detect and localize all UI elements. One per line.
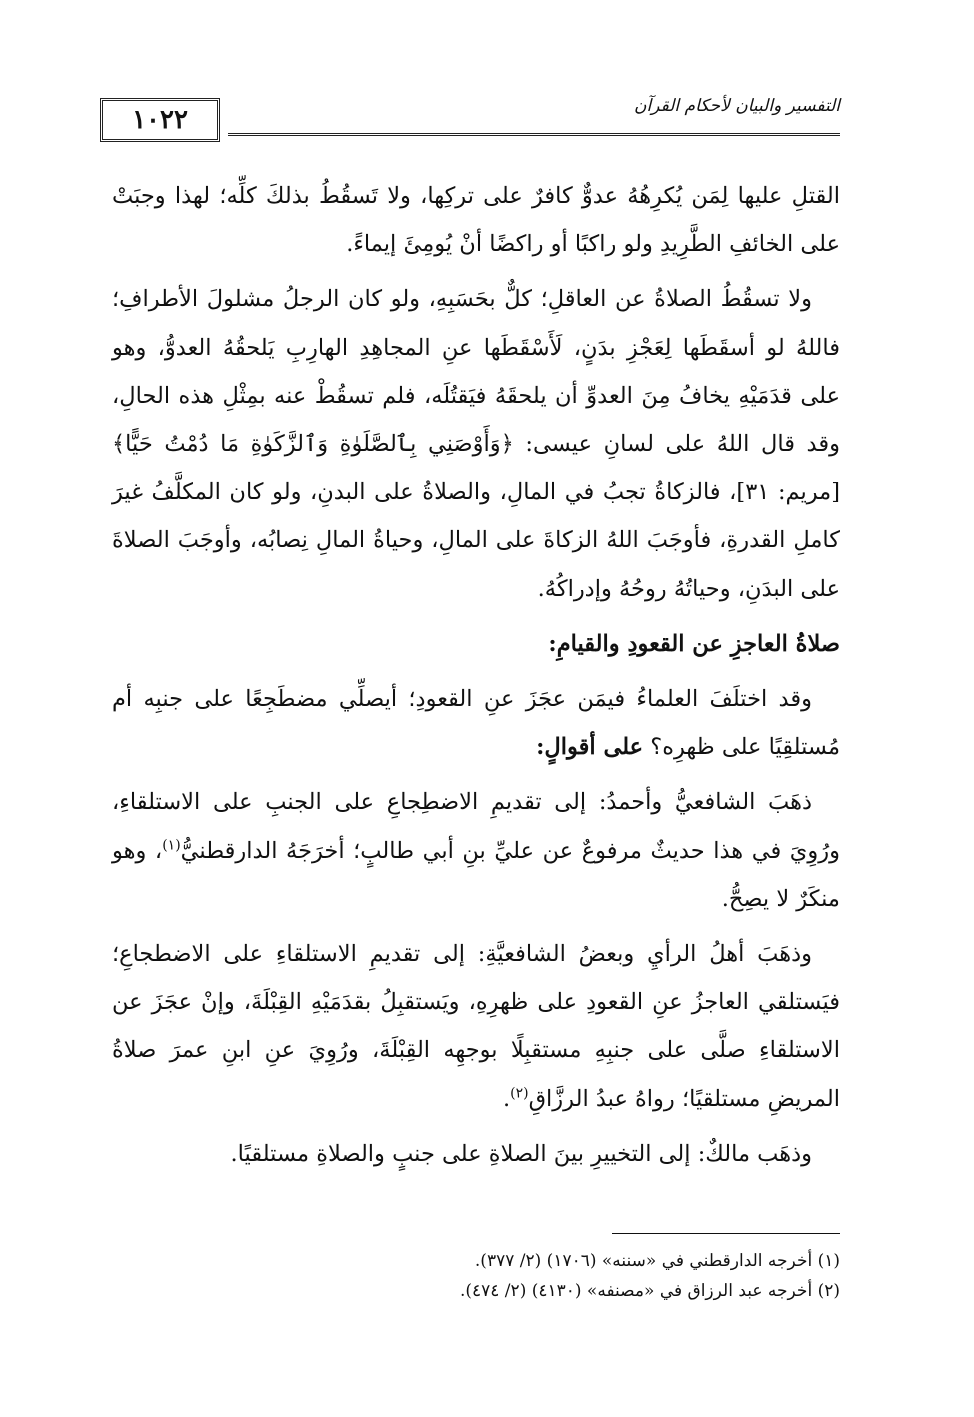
page-body	[112, 172, 840, 1185]
header-rule	[228, 133, 840, 136]
paragraph-4	[112, 778, 840, 923]
paragraph-1: القتلِ عليها لِمَن يُكرِهُهُ عدوٌّ كافرٌ على تركِها، ولا تَسقُطُ بذلكَ كلِّه؛ لهذا وجبَتْ على الخائفِ الطَّرِيدِ ولو راكبًا أو راكضًا أنْ يُومِئَ إيماءً.	[112, 183, 840, 258]
page-header	[100, 96, 840, 154]
paragraph-5-text: وذهَبَ أهلُ الرأيِ وبعضُ الشافعيَّةِ: إلى تقديمِ الاستلقاءِ على الاضطجاعِ؛ فيَستلقي العاجزُ عنِ القعودِ على ظهرِهِ، ويَستقبِلُ بقدَمَيْهِ القِبْلَةَ، وإنْ عجَزَ عن الاستلقاءِ صلَّى على جنبِهِ مستقبِلًا بوجهِه القِبْلَةَ، ورُوِيَ عنِ ابنِ عمرَ صلاةُ المريضِ مستلقيًا؛ رواهُ عبدُ الرزَّاقِ	[112, 941, 840, 1112]
footnote-ref-2[interactable]: (٢)	[510, 1085, 529, 1102]
paragraph-6: وذهَب مالكٌ: إلى التخييرِ بينَ الصلاةِ على جنبٍ والصلاةِ مستلقيًا.	[230, 1140, 812, 1167]
book-title: التفسير والبيان لأحكام القرآن	[634, 96, 840, 116]
paragraph-5-end: .	[502, 1085, 511, 1112]
paragraph-4-end: ، وهو منكَرٌ لا يصِحُّ.	[112, 837, 840, 912]
paragraph-4-text: ذهَبَ الشافعيُّ وأحمدُ: إلى تقديمِ الاضطِجاعِ على الجنبِ على الاستلقاءِ، ورُوِيَ في هذا حديثٌ مرفوعٌ عن عليِّ بنِ أبي طالبٍ؛ أخرَجَهُ الدارقطنيُّ	[112, 789, 840, 864]
page-number: ١٠٢٢	[100, 98, 220, 142]
paragraph-3-text: وقد اختلَفَ العلماءُ فيمَن عجَزَ عنِ القعودِ؛ أيصلِّي مضطَجِعًا على جنبِه أم مُستلقِيًا على ظهرِه؟	[112, 686, 840, 761]
footnote-separator	[612, 1233, 840, 1234]
footnote-2: (٢) أخرجه عبد الرزاق في «مصنفه» (٤١٣٠) (٢/ ٤٧٤).	[459, 1281, 840, 1301]
section-heading: صلاةُ العاجزِ عن القعودِ والقيامِ:	[548, 630, 840, 657]
paragraph-3-bold: على أقوالٍ:	[536, 734, 644, 761]
footnotes	[112, 1246, 840, 1306]
paragraph-5	[112, 930, 840, 1123]
paragraph-3	[112, 675, 840, 771]
footnote-ref-1[interactable]: (١)	[162, 837, 181, 854]
paragraph-2: ولا تسقُطُ الصلاةُ عن العاقلِ؛ كلٌّ بحَسَبِهِ، ولو كان الرجلُ مشلولَ الأطرافِ؛ فاللهُ لو أسقَطَها لِعَجْزِ بدَنٍ، لَأَسْقَطَها عنِ المجاهِدِ الهارِبِ يَلحقُهُ العدوُّ، وهو على قدَمَيْهِ يخافُ مِنَ العدوِّ أن يلحقَهُ فيَقتُلَه، فلم تسقُطْ عنه بمِثْلِ هذه الحالِ، وقد قال اللهُ على لسانِ عيسى: ﴿وَأَوْصَنِي بِٱلصَّلَوٰةِ وَٱلزَّكَوٰةِ مَا دُمْتُ حَيًّا﴾ [مريم: ٣١]، فالزكاةُ تجبُ في المالِ، والصلاةُ على البدنِ، ولو كان المكلَّفُ غيرَ كاملِ القدرةِ، فأوجَبَ اللهُ الزكاةَ على المالِ، وحياةُ المالِ نِصابُه، وأوجَبَ الصلاةَ على البدَنِ، وحياتُهُ روحُهُ وإدراكُهُ.	[112, 286, 841, 602]
footnote-1: (١) أخرجه الدارقطني في «سننه» (١٧٠٦) (٢/ ٣٧٧).	[474, 1251, 840, 1271]
